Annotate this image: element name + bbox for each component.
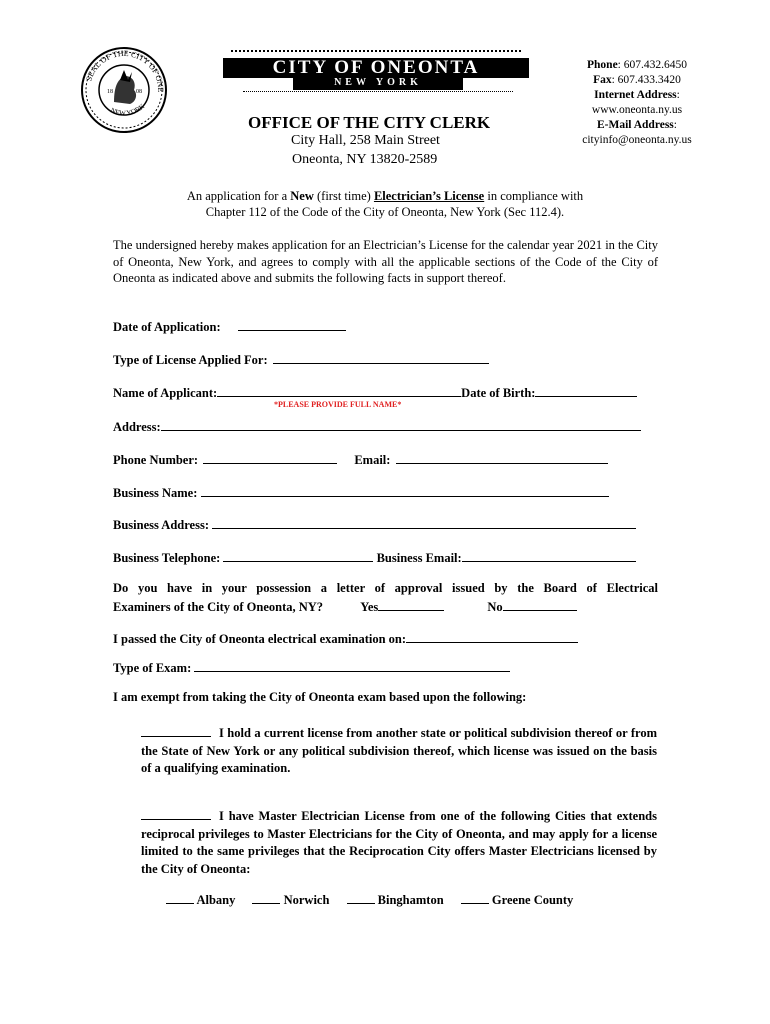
email-label-line <box>562 118 712 133</box>
business-name-field[interactable] <box>201 484 609 497</box>
exempt-heading: I am exempt from taking the City of Oneonta exam based upon the following: <box>113 690 527 704</box>
svg-text:08: 08 <box>136 89 142 95</box>
applicant-name-row <box>113 384 637 401</box>
date-of-application-label: Date of Application: <box>113 320 221 334</box>
date-of-application-row <box>113 318 346 335</box>
intro-text-2: (first time) <box>313 189 374 203</box>
svg-text:18: 18 <box>107 89 113 95</box>
approval-question-line2: Examiners of the City of Oneonta, NY? <box>113 600 324 614</box>
yes-label: Yes <box>360 600 379 614</box>
address-field[interactable] <box>161 418 641 431</box>
type-of-license-field[interactable] <box>273 351 489 364</box>
business-telephone-label: Business Telephone: <box>113 551 221 565</box>
business-address-row <box>113 516 636 533</box>
logo-city-name: CITY OF ONEONTA <box>272 57 480 78</box>
business-email-label: Business Email: <box>376 551 462 565</box>
city-norwich-checkline[interactable] <box>252 891 280 904</box>
internet-label-line <box>562 88 712 103</box>
fax-label: Fax <box>593 74 612 86</box>
business-address-field[interactable] <box>212 516 636 529</box>
business-name-row <box>113 484 609 501</box>
fax-value: : 607.433.3420 <box>611 74 681 86</box>
address-label: Address: <box>113 420 161 434</box>
email-label: Email: <box>354 453 391 467</box>
website-link[interactable]: www.oneonta.ny.us <box>591 104 683 116</box>
exempt-option-1-checkline[interactable] <box>141 724 211 737</box>
approval-question: Do you have in your possession a letter of approval issued by the Board of Electrical <box>113 581 658 595</box>
type-of-license-label: Type of License Applied For: <box>113 353 268 367</box>
phone-email-row <box>113 451 608 468</box>
city-seal <box>80 46 168 134</box>
business-telephone-field[interactable] <box>223 549 373 562</box>
cities-row <box>166 891 573 908</box>
exam-passed-row <box>113 630 578 647</box>
internet-colon: : <box>676 89 680 101</box>
intro-line-2: Chapter 112 of the Code of the City of Oneonta, New York (Sec 112.4). <box>205 205 565 219</box>
phone-label: Phone <box>587 59 618 71</box>
date-of-birth-field[interactable] <box>535 384 637 397</box>
date-of-application-field[interactable] <box>238 318 346 331</box>
type-of-license-row <box>113 351 489 368</box>
city-albany-label: Albany <box>196 893 236 907</box>
business-email-field[interactable] <box>462 549 636 562</box>
internet-label: Internet Address <box>594 89 677 101</box>
phone-number-field[interactable] <box>203 451 337 464</box>
svg-text:NEW YORK: NEW YORK <box>109 102 147 118</box>
name-of-applicant-field[interactable] <box>217 384 461 397</box>
exempt-option-1-text: I hold a current license from another state or political subdivision thereof or from the State of New York or any political subdivision thereof, which license was issued on the basis of a qualifying examination. <box>141 726 657 775</box>
city-binghamton-label: Binghamton <box>377 893 444 907</box>
intro-new: New <box>290 189 314 203</box>
name-of-applicant-label: Name of Applicant: <box>113 386 218 400</box>
no-field[interactable] <box>503 598 577 611</box>
city-albany-checkline[interactable] <box>166 891 194 904</box>
fax-line <box>562 73 712 88</box>
address-row <box>113 418 641 435</box>
intro-paragraph <box>100 188 670 220</box>
full-name-note: *PLEASE PROVIDE FULL NAME* <box>274 400 402 409</box>
approval-answer-row <box>113 598 577 615</box>
city-binghamton-checkline[interactable] <box>347 891 375 904</box>
date-of-birth-label: Date of Birth: <box>461 386 536 400</box>
exempt-option-2-text: I have Master Electrician License from one of the following Cities that extends reciprocal privileges to Master Electricians for the City of Oneonta, and may apply for a license limited to the same privileges that the Reciprocation City offers Master Electricians licensed by the City of Oneonta: <box>141 809 657 876</box>
type-of-exam-label: Type of Exam: <box>113 661 192 675</box>
business-name-label: Business Name: <box>113 486 198 500</box>
phone-value: : 607.432.6450 <box>617 59 687 71</box>
intro-text-3: in compliance with <box>484 189 584 203</box>
intro-text-1: An application for a <box>186 189 291 203</box>
exam-passed-label: I passed the City of Oneonta electrical examination on: <box>113 632 407 646</box>
declaration-paragraph: The undersigned hereby makes application for an Electrician’s License for the calendar year 2021 in the City of Oneonta, New York, and agrees to comply with all the applicable sections of the Code of the City of Oneonta as indicated above and submits the following facts in support thereof. <box>113 238 658 285</box>
yes-field[interactable] <box>378 598 444 611</box>
city-norwich-label: Norwich <box>283 893 330 907</box>
intro-license-type: Electrician’s License <box>373 189 485 203</box>
office-address-line1: City Hall, 258 Main Street <box>291 133 440 148</box>
email-colon: : <box>673 119 677 131</box>
email-address-label: E-Mail Address <box>597 119 674 131</box>
exempt-option-1 <box>141 724 657 778</box>
svg-text:SEAL OF THE CITY OF ONEONTA: SEAL OF THE CITY OF ONE <box>84 48 166 93</box>
email-field[interactable] <box>396 451 608 464</box>
city-greene-county-label: Greene County <box>491 893 574 907</box>
business-phone-email-row <box>113 549 636 566</box>
exempt-option-2 <box>141 807 657 878</box>
type-of-exam-field[interactable] <box>194 659 510 672</box>
no-label: No <box>487 600 503 614</box>
city-greene-county-checkline[interactable] <box>461 891 489 904</box>
type-of-exam-row <box>113 659 510 676</box>
email-link[interactable]: cityinfo@oneonta.ny.us <box>582 134 692 146</box>
contact-block <box>562 58 712 148</box>
business-address-label: Business Address: <box>113 518 209 532</box>
office-address-line2: Oneonta, NY 13820-2589 <box>292 152 438 167</box>
exempt-option-2-checkline[interactable] <box>141 807 211 820</box>
office-title: OFFICE OF THE CITY CLERK <box>248 113 491 132</box>
phone-line <box>562 58 712 73</box>
exam-passed-date-field[interactable] <box>406 630 578 643</box>
city-logo-banner <box>223 50 529 94</box>
phone-number-label: Phone Number: <box>113 453 199 467</box>
logo-state-name: NEW YORK <box>334 77 422 88</box>
